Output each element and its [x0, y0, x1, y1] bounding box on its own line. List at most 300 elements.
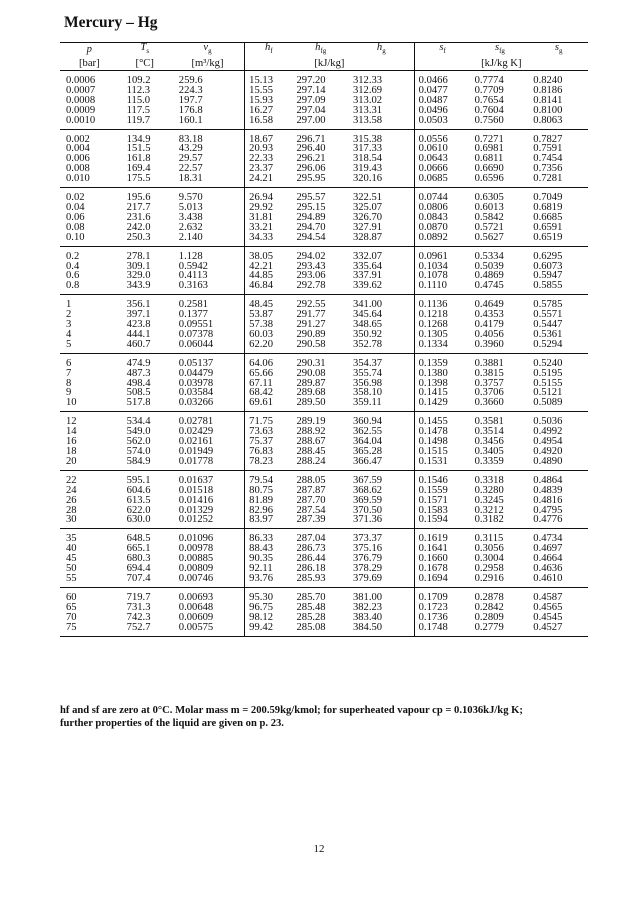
cell-sfg: 0.6811 [474, 153, 504, 165]
cell-pressure: 50 [66, 563, 77, 575]
cell-sat-temp: 517.8 [119, 398, 171, 411]
cell-hf: 80.75 [245, 486, 293, 496]
cell-sf: 0.1429 [414, 398, 470, 411]
cell-hfg: 295.15 [296, 201, 326, 213]
cell-sg: 0.5121 [533, 387, 563, 399]
cell-sf: 0.1583 [414, 506, 470, 516]
cell-hg: 325.07 [352, 201, 383, 213]
cell-sf: 0.1709 [414, 587, 470, 602]
cell-hg: 382.23 [352, 601, 383, 613]
table-row [60, 574, 588, 587]
cell-pressure: 26 [66, 494, 77, 506]
cell-sat-temp: 444.1 [126, 328, 151, 340]
cell-hfg: 285.48 [296, 601, 326, 613]
cell-hg: 335.64 [352, 260, 383, 272]
cell-sfg: 0.3815 [474, 367, 504, 379]
cell-pressure: 18 [66, 446, 77, 458]
cell-hg: 358.10 [352, 387, 383, 399]
cell-sfg: 0.5334 [474, 250, 504, 262]
cell-hfg: 288.45 [296, 446, 326, 458]
header-hf: $h_f$ [245, 43, 293, 58]
cell-sg: 0.8141 [533, 94, 563, 106]
cell-pressure: 20 [60, 457, 119, 470]
cell-vg: 176.8 [178, 104, 203, 116]
cell-sat-temp: 161.8 [126, 153, 151, 165]
cell-sfg: 0.3056 [474, 543, 504, 555]
footnote [60, 704, 600, 730]
cell-hfg: 288.05 [296, 474, 326, 486]
cell-sat-temp: 112.3 [126, 84, 151, 96]
cell-hf: 83.97 [245, 515, 293, 528]
cell-pressure: 10 [60, 398, 119, 411]
cell-hf: 67.11 [245, 379, 293, 389]
cell-sat-temp: 115.0 [126, 94, 151, 106]
cell-hfg: 287.87 [296, 484, 326, 496]
cell-hf: 96.75 [245, 603, 293, 613]
table-row [60, 412, 588, 427]
cell-pressure: 0.0010 [60, 116, 119, 129]
cell-pressure: 65 [66, 601, 77, 613]
cell-hfg: 289.87 [296, 377, 326, 389]
cell-pressure: 0.008 [66, 163, 90, 175]
cell-sg: 0.7454 [533, 153, 563, 165]
cell-hfg: 286.18 [296, 563, 326, 575]
cell-hfg: 292.78 [292, 281, 348, 294]
cell-hg: 371.36 [349, 515, 414, 528]
cell-sfg: 0.2878 [474, 591, 504, 603]
cell-sf: 0.1478 [414, 427, 470, 437]
cell-hfg: 287.70 [296, 494, 326, 506]
cell-sat-temp: 151.5 [126, 143, 151, 155]
cell-sat-temp: 680.3 [126, 553, 151, 565]
table-row [60, 529, 588, 544]
table-row [60, 116, 588, 129]
cell-pressure: 28 [66, 504, 77, 516]
cell-hf: 15.93 [245, 96, 293, 106]
cell-sf: 0.1546 [414, 470, 470, 485]
cell-hg: 383.40 [352, 611, 383, 623]
cell-sfg: 0.7709 [474, 84, 504, 96]
cell-hfg: 297.04 [296, 104, 326, 116]
cell-pressure: 0.006 [66, 153, 90, 165]
cell-sf: 0.1571 [414, 496, 470, 506]
cell-hg: 359.11 [349, 398, 414, 411]
cell-sf: 0.1268 [414, 320, 470, 330]
cell-sat-temp: 169.4 [126, 163, 151, 175]
cell-sg: 0.8100 [533, 104, 563, 116]
cell-hf: 75.37 [245, 437, 293, 447]
cell-hf: 78.23 [245, 457, 293, 470]
cell-hf: 98.12 [245, 613, 293, 623]
cell-hg: 376.79 [352, 553, 383, 565]
header-hg: $h_g$ [376, 42, 386, 56]
cell-vg: 2.632 [178, 221, 203, 233]
cell-vg: 0.02781 [178, 416, 214, 428]
cell-hfg: 285.08 [292, 623, 348, 636]
property-table [60, 42, 588, 637]
cell-hfg: 288.67 [296, 436, 326, 448]
cell-sf: 0.1678 [414, 564, 470, 574]
cell-vg: 0.4113 [178, 270, 208, 282]
cell-hfg: 291.77 [296, 309, 326, 321]
cell-sg: 0.6519 [529, 233, 588, 246]
cell-pressure: 24 [66, 484, 77, 496]
cell-hf: 68.42 [245, 388, 293, 398]
cell-vg: 0.01096 [178, 533, 214, 545]
cell-sf: 0.0666 [414, 164, 470, 174]
cell-sg: 0.4636 [533, 563, 563, 575]
cell-sat-temp: 195.6 [126, 192, 151, 204]
cell-hg: 328.87 [349, 233, 414, 246]
cell-hg: 313.02 [352, 94, 383, 106]
cell-hg: 315.38 [352, 133, 383, 145]
cell-pressure: 0.0008 [66, 94, 96, 106]
cell-vg: 0.01637 [178, 474, 214, 486]
cell-sg: 0.6685 [533, 211, 563, 223]
cell-sfg: 0.3881 [474, 357, 504, 369]
header-sfg: $s_{fg}$ [494, 42, 505, 56]
cell-sat-temp: 574.0 [126, 446, 151, 458]
cell-hg: 384.50 [349, 623, 414, 636]
cell-sfg: 0.4869 [474, 270, 504, 282]
cell-pressure: 0.4 [66, 260, 80, 272]
cell-vg: 0.00978 [178, 543, 214, 555]
cell-sg: 0.4992 [533, 426, 563, 438]
cell-hfg: 289.19 [296, 416, 326, 428]
cell-sf: 0.1034 [414, 262, 470, 272]
cell-hfg: 285.28 [296, 611, 326, 623]
unit-p: [bar] [60, 57, 119, 71]
cell-vg: 0.3163 [171, 281, 245, 294]
cell-hfg: 285.70 [296, 591, 326, 603]
cell-hg: 350.92 [352, 328, 383, 340]
cell-sfg: 0.4056 [474, 328, 504, 340]
cell-sfg: 0.3115 [474, 533, 504, 545]
cell-sg: 0.4610 [529, 574, 588, 587]
cell-sfg: 0.3456 [474, 436, 504, 448]
cell-hfg: 297.00 [292, 116, 348, 129]
cell-hf: 71.75 [245, 412, 293, 427]
cell-vg: 9.570 [178, 192, 203, 204]
cell-sg: 0.6073 [533, 260, 563, 272]
cell-pressure: 0.02 [66, 192, 85, 204]
cell-sg: 0.4920 [533, 446, 563, 458]
cell-sfg: 0.6690 [474, 163, 504, 175]
cell-sg: 0.5855 [529, 281, 588, 294]
cell-vg: 197.7 [178, 94, 203, 106]
header-p: p [86, 44, 92, 56]
cell-sf: 0.1515 [414, 447, 470, 457]
cell-hfg: 293.43 [296, 260, 326, 272]
cell-pressure: 35 [66, 533, 77, 545]
cell-hfg: 296.06 [296, 163, 326, 175]
cell-sat-temp: 356.1 [126, 299, 151, 311]
cell-sg: 0.5036 [533, 416, 563, 428]
row-group [60, 529, 588, 588]
cell-sf: 0.1415 [414, 388, 470, 398]
header-unit-row [60, 57, 588, 71]
header-vg: $v_g$ [203, 42, 212, 56]
cell-vg: 0.01416 [178, 494, 214, 506]
cell-hf: 22.33 [245, 154, 293, 164]
cell-sf: 0.0870 [414, 223, 470, 233]
cell-hf: 99.42 [245, 623, 293, 636]
cell-hfg: 294.54 [292, 233, 348, 246]
cell-sfg: 0.3280 [474, 484, 504, 496]
cell-hfg: 295.57 [296, 192, 326, 204]
unit-t: [°C] [119, 57, 171, 71]
cell-sg: 0.4565 [533, 601, 563, 613]
cell-vg: 22.57 [178, 163, 203, 175]
cell-hfg: 294.89 [296, 211, 326, 223]
cell-pressure: 45 [66, 553, 77, 565]
cell-vg: 0.02429 [178, 426, 214, 438]
cell-sat-temp: 343.9 [119, 281, 171, 294]
cell-hf: 24.21 [245, 174, 293, 187]
cell-pressure: 16 [66, 436, 77, 448]
cell-sat-temp: 719.7 [126, 591, 151, 603]
cell-hf: 79.54 [245, 470, 293, 485]
cell-sg: 0.6591 [533, 221, 563, 233]
cell-hg: 381.00 [352, 591, 383, 603]
cell-sat-temp: 595.1 [126, 474, 151, 486]
cell-hf: 16.58 [245, 116, 293, 129]
cell-vg: 0.03266 [171, 398, 245, 411]
cell-pressure: 2 [66, 309, 72, 321]
cell-sfg: 0.2779 [471, 623, 530, 636]
footnote-line-1: hf and sf are zero at 0°C. Molar mass m = 200.59kg/kmol; for superheated vapour cp = 0.1036kJ/kg K; [60, 705, 523, 716]
cell-sfg: 0.5721 [474, 221, 504, 233]
cell-sf: 0.1723 [414, 603, 470, 613]
cell-pressure: 0.0006 [66, 75, 96, 87]
row-group [60, 587, 588, 636]
cell-sf: 0.0643 [414, 154, 470, 164]
cell-sg: 0.8240 [533, 75, 563, 87]
cell-sfg: 0.3405 [474, 446, 504, 458]
cell-sg: 0.4839 [533, 484, 563, 496]
cell-sf: 0.0961 [414, 246, 470, 261]
table-row [60, 246, 588, 261]
cell-pressure: 0.010 [60, 174, 119, 187]
cell-pressure: 12 [66, 416, 77, 428]
cell-sg: 0.5195 [533, 367, 563, 379]
cell-sfg: 0.3318 [474, 474, 504, 486]
cell-sf: 0.0610 [414, 144, 470, 154]
cell-vg: 0.01949 [178, 446, 214, 458]
cell-hg: 364.04 [352, 436, 383, 448]
cell-pressure: 5 [60, 340, 119, 353]
cell-sf: 0.1110 [414, 281, 470, 294]
cell-pressure: 0.8 [60, 281, 119, 294]
cell-sf: 0.0466 [414, 71, 470, 86]
cell-hf: 81.89 [245, 496, 293, 506]
table-row [60, 295, 588, 310]
header-symbol-row [60, 43, 588, 58]
cell-hf: 29.92 [245, 203, 293, 213]
cell-sfg: 0.6596 [471, 174, 530, 187]
cell-hf: 69.61 [245, 398, 293, 411]
cell-hfg: 290.58 [292, 340, 348, 353]
cell-sat-temp: 562.0 [126, 436, 151, 448]
cell-vg: 0.05137 [178, 357, 214, 369]
header-hfg: $h_{fg}$ [315, 42, 327, 56]
cell-hf: 64.06 [245, 353, 293, 368]
row-group [60, 129, 588, 188]
cell-vg: 259.6 [178, 75, 203, 87]
cell-sfg: 0.2842 [474, 601, 504, 613]
cell-hf: 95.30 [245, 587, 293, 602]
cell-sf: 0.1736 [414, 613, 470, 623]
cell-sg: 0.5785 [533, 299, 563, 311]
cell-hfg: 296.40 [296, 143, 326, 155]
cell-sat-temp: 175.5 [119, 174, 171, 187]
cell-hg: 366.47 [349, 457, 414, 470]
cell-sf: 0.0843 [414, 213, 470, 223]
cell-sat-temp: 613.5 [126, 494, 151, 506]
cell-hfg: 296.21 [296, 153, 326, 165]
cell-sg: 0.7356 [533, 163, 563, 175]
cell-hfg: 293.06 [296, 270, 326, 282]
cell-vg: 0.5942 [178, 260, 208, 272]
cell-hf: 16.27 [245, 106, 293, 116]
cell-sf: 0.1398 [414, 379, 470, 389]
cell-pressure: 60 [66, 591, 77, 603]
cell-hg: 318.54 [352, 153, 383, 165]
table-row [60, 188, 588, 203]
cell-hfg: 292.55 [296, 299, 326, 311]
cell-vg: 0.00575 [171, 623, 245, 636]
cell-vg: 83.18 [178, 133, 203, 145]
cell-hf: 92.11 [245, 564, 293, 574]
row-group [60, 470, 588, 529]
cell-hfg: 297.09 [296, 94, 326, 106]
cell-hf: 60.03 [245, 330, 293, 340]
cell-pressure: 0.08 [66, 221, 85, 233]
cell-pressure: 0.0007 [66, 84, 96, 96]
cell-vg: 0.00885 [178, 553, 214, 565]
cell-sat-temp: 278.1 [126, 250, 151, 262]
cell-sf: 0.0806 [414, 203, 470, 213]
cell-pressure: 40 [66, 543, 77, 555]
cell-sg: 0.7591 [533, 143, 563, 155]
cell-hfg: 297.14 [296, 84, 326, 96]
cell-pressure: 0.6 [66, 270, 80, 282]
cell-pressure: 0.04 [66, 201, 85, 213]
cell-sat-temp: 474.9 [126, 357, 151, 369]
cell-sat-temp: 534.4 [126, 416, 151, 428]
cell-sf: 0.1359 [414, 353, 470, 368]
cell-sg: 0.7049 [533, 192, 563, 204]
cell-sg: 0.8186 [533, 84, 563, 96]
cell-vg: 0.07378 [178, 328, 214, 340]
cell-hg: 327.91 [352, 221, 383, 233]
cell-sfg: 0.3245 [474, 494, 504, 506]
cell-vg: 0.01518 [178, 484, 214, 496]
cell-sat-temp: 742.3 [126, 611, 151, 623]
cell-pressure: 9 [66, 387, 72, 399]
cell-hg: 326.70 [352, 211, 383, 223]
cell-sg: 0.5155 [533, 377, 563, 389]
cell-sf: 0.1694 [414, 574, 470, 587]
footnote-line-2: further properties of the liquid are given on p. 23. [60, 718, 284, 729]
table-row [60, 281, 588, 294]
cell-hfg: 297.20 [296, 75, 326, 87]
cell-vg: 0.03978 [178, 377, 214, 389]
cell-sfg: 0.6981 [474, 143, 504, 155]
cell-sfg: 0.3581 [474, 416, 504, 428]
cell-hg: 312.33 [352, 75, 383, 87]
cell-hf: 57.38 [245, 320, 293, 330]
cell-hfg: 290.89 [296, 328, 326, 340]
cell-hg: 373.37 [352, 533, 383, 545]
cell-vg: 29.57 [178, 153, 203, 165]
cell-sfg: 0.2958 [474, 563, 504, 575]
cell-sg: 0.4545 [533, 611, 563, 623]
cell-hf: 23.37 [245, 164, 293, 174]
cell-hg: 362.55 [352, 426, 383, 438]
cell-hg: 337.91 [352, 270, 383, 282]
row-group [60, 412, 588, 471]
unit-h: [kJ/kg] [245, 57, 414, 71]
cell-sat-temp: 309.1 [126, 260, 151, 272]
cell-hfg: 294.70 [296, 221, 326, 233]
cell-hf: 18.67 [245, 129, 293, 144]
cell-hf: 31.81 [245, 213, 293, 223]
cell-sf: 0.1748 [414, 623, 470, 636]
cell-hg: 367.59 [352, 474, 383, 486]
cell-pressure: 3 [66, 319, 72, 331]
row-group [60, 188, 588, 247]
cell-sat-temp: 622.0 [126, 504, 151, 516]
cell-sf: 0.1305 [414, 330, 470, 340]
cell-hg: 369.59 [352, 494, 383, 506]
cell-sat-temp: 242.0 [126, 221, 151, 233]
cell-sat-temp: 731.3 [126, 601, 151, 613]
cell-sat-temp: 630.0 [119, 515, 171, 528]
cell-hf: 20.93 [245, 144, 293, 154]
cell-vg: 18.31 [171, 174, 245, 187]
cell-hfg: 290.08 [296, 367, 326, 379]
cell-vg: 3.438 [178, 211, 203, 223]
cell-pressure: 7 [66, 367, 72, 379]
cell-hg: 368.62 [352, 484, 383, 496]
cell-pressure: 30 [60, 515, 119, 528]
cell-sf: 0.1334 [414, 340, 470, 353]
cell-hfg: 286.73 [296, 543, 326, 555]
table-row [60, 457, 588, 470]
cell-vg: 5.013 [178, 201, 203, 213]
row-group [60, 353, 588, 412]
table-row [60, 340, 588, 353]
cell-hf: 26.94 [245, 188, 293, 203]
cell-sat-temp: 648.5 [126, 533, 151, 545]
cell-pressure: 0.004 [66, 143, 90, 155]
cell-sg: 0.7827 [533, 133, 563, 145]
cell-sat-temp: 329.0 [126, 270, 151, 282]
cell-vg: 0.04479 [178, 367, 214, 379]
cell-sfg: 0.3960 [471, 340, 530, 353]
cell-sf: 0.1559 [414, 486, 470, 496]
cell-hfg: 287.39 [292, 515, 348, 528]
cell-vg: 0.1377 [178, 309, 208, 321]
cell-sfg: 0.4353 [474, 309, 504, 321]
cell-sat-temp: 231.6 [126, 211, 151, 223]
cell-sat-temp: 119.7 [119, 116, 171, 129]
cell-vg: 0.00648 [178, 601, 214, 613]
cell-hf: 38.05 [245, 246, 293, 261]
cell-vg: 224.3 [178, 84, 203, 96]
cell-sat-temp: 604.6 [126, 484, 151, 496]
